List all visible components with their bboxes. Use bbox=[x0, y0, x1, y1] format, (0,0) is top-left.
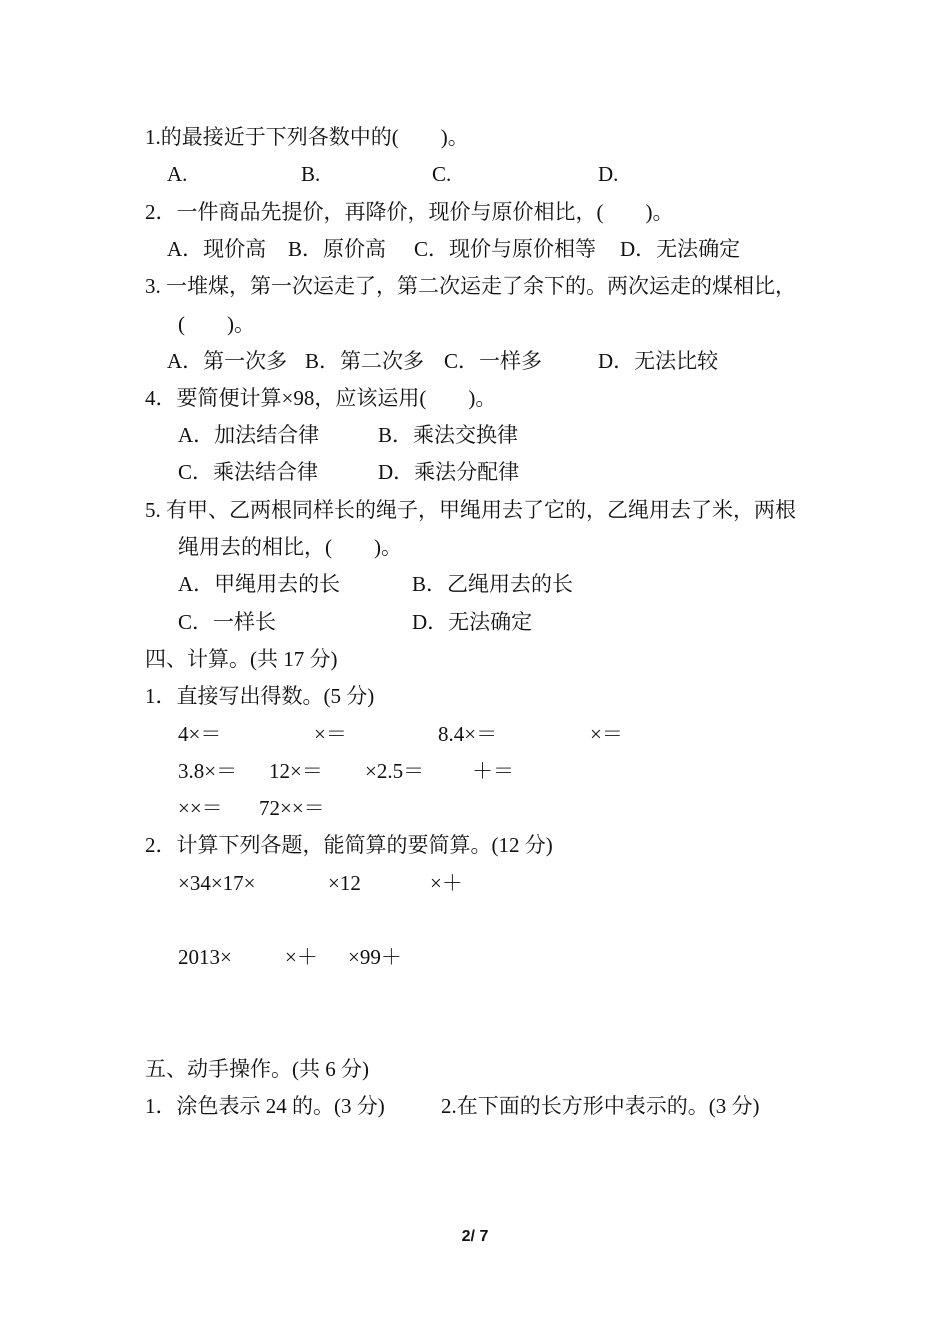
calc-item: ××＝ bbox=[178, 796, 223, 820]
calc-item: ×＝ bbox=[590, 722, 623, 746]
q5-stem-line2: 绳用去的相比，( )。 bbox=[178, 535, 402, 559]
q3-stem: 3. 一堆煤，第一次运走了，第二次运走了余下的。两次运走的煤相比， bbox=[145, 274, 796, 298]
calc-item: ×2.5＝ bbox=[365, 759, 425, 783]
q4-option-d: D．乘法分配律 bbox=[378, 460, 520, 484]
q5-option-c: C．一样长 bbox=[178, 610, 277, 634]
calc-item: 8.4×＝ bbox=[438, 722, 498, 746]
calc-item: 3.8×＝ bbox=[178, 759, 238, 783]
q4-option-c: C．乘法结合律 bbox=[178, 460, 319, 484]
section5-title: 五、动手操作。(共 6 分) bbox=[145, 1057, 369, 1081]
q3-stem-line2: ( )。 bbox=[178, 312, 255, 336]
calc-item: 72××＝ bbox=[259, 796, 325, 820]
q5-option-a: A．甲绳用去的长 bbox=[178, 572, 341, 596]
calc-item: ＋＝ bbox=[472, 759, 514, 783]
q3-option-a: A．第一次多 bbox=[167, 349, 288, 373]
q5-stem: 5. 有甲、乙两根同样长的绳子，甲绳用去了它的，乙绳用去了米，两根 bbox=[145, 498, 796, 522]
q3-option-d: D．无法比较 bbox=[598, 349, 719, 373]
calc-item: 4×＝ bbox=[178, 722, 222, 746]
section4-title: 四、计算。(共 17 分) bbox=[145, 647, 338, 671]
q5-option-b: B．乙绳用去的长 bbox=[412, 572, 574, 596]
calc-item: 12×＝ bbox=[269, 759, 323, 783]
calc-problem: ×99＋ bbox=[348, 945, 402, 969]
section5-part1: 1．涂色表示 24 的。(3 分) bbox=[145, 1094, 385, 1118]
calc-item: ×＝ bbox=[314, 722, 347, 746]
q2-option-b: B．原价高 bbox=[288, 237, 387, 261]
q2-option-d: D．无法确定 bbox=[620, 237, 741, 261]
q2-stem: 2．一件商品先提价，再降价，现价与原价相比，( )。 bbox=[145, 200, 674, 224]
q2-option-a: A．现价高 bbox=[167, 237, 267, 261]
q1-option-a: A. bbox=[167, 162, 188, 186]
q3-option-b: B．第二次多 bbox=[305, 349, 425, 373]
q5-option-d: D．无法确定 bbox=[412, 610, 533, 634]
q1-option-b: B. bbox=[301, 162, 321, 186]
q1-option-d: D. bbox=[598, 162, 619, 186]
section5-part2: 2.在下面的长方形中表示的。(3 分) bbox=[441, 1094, 760, 1118]
q4-option-a: A．加法结合律 bbox=[178, 423, 320, 447]
section4-part2-title: 2．计算下列各题，能简算的要简算。(12 分) bbox=[145, 833, 553, 857]
calc-problem: 2013× bbox=[178, 945, 232, 969]
page-number: 2/ 7 bbox=[461, 1228, 489, 1245]
section4-part1-title: 1．直接写出得数。(5 分) bbox=[145, 684, 375, 708]
q1-option-c: C. bbox=[432, 162, 452, 186]
q1-stem: 1.的最接近于下列各数中的( )。 bbox=[145, 125, 469, 149]
q4-stem: 4．要简便计算×98，应该运用( )。 bbox=[145, 386, 497, 410]
calc-problem: ×＋ bbox=[285, 945, 318, 969]
calc-problem: ×＋ bbox=[430, 871, 463, 895]
q3-option-c: C．一样多 bbox=[444, 349, 543, 373]
calc-problem: ×12 bbox=[328, 871, 361, 895]
calc-problem: ×34×17× bbox=[178, 871, 256, 895]
q2-option-c: C．现价与原价相等 bbox=[414, 237, 597, 261]
q4-option-b: B．乘法交换律 bbox=[378, 423, 519, 447]
